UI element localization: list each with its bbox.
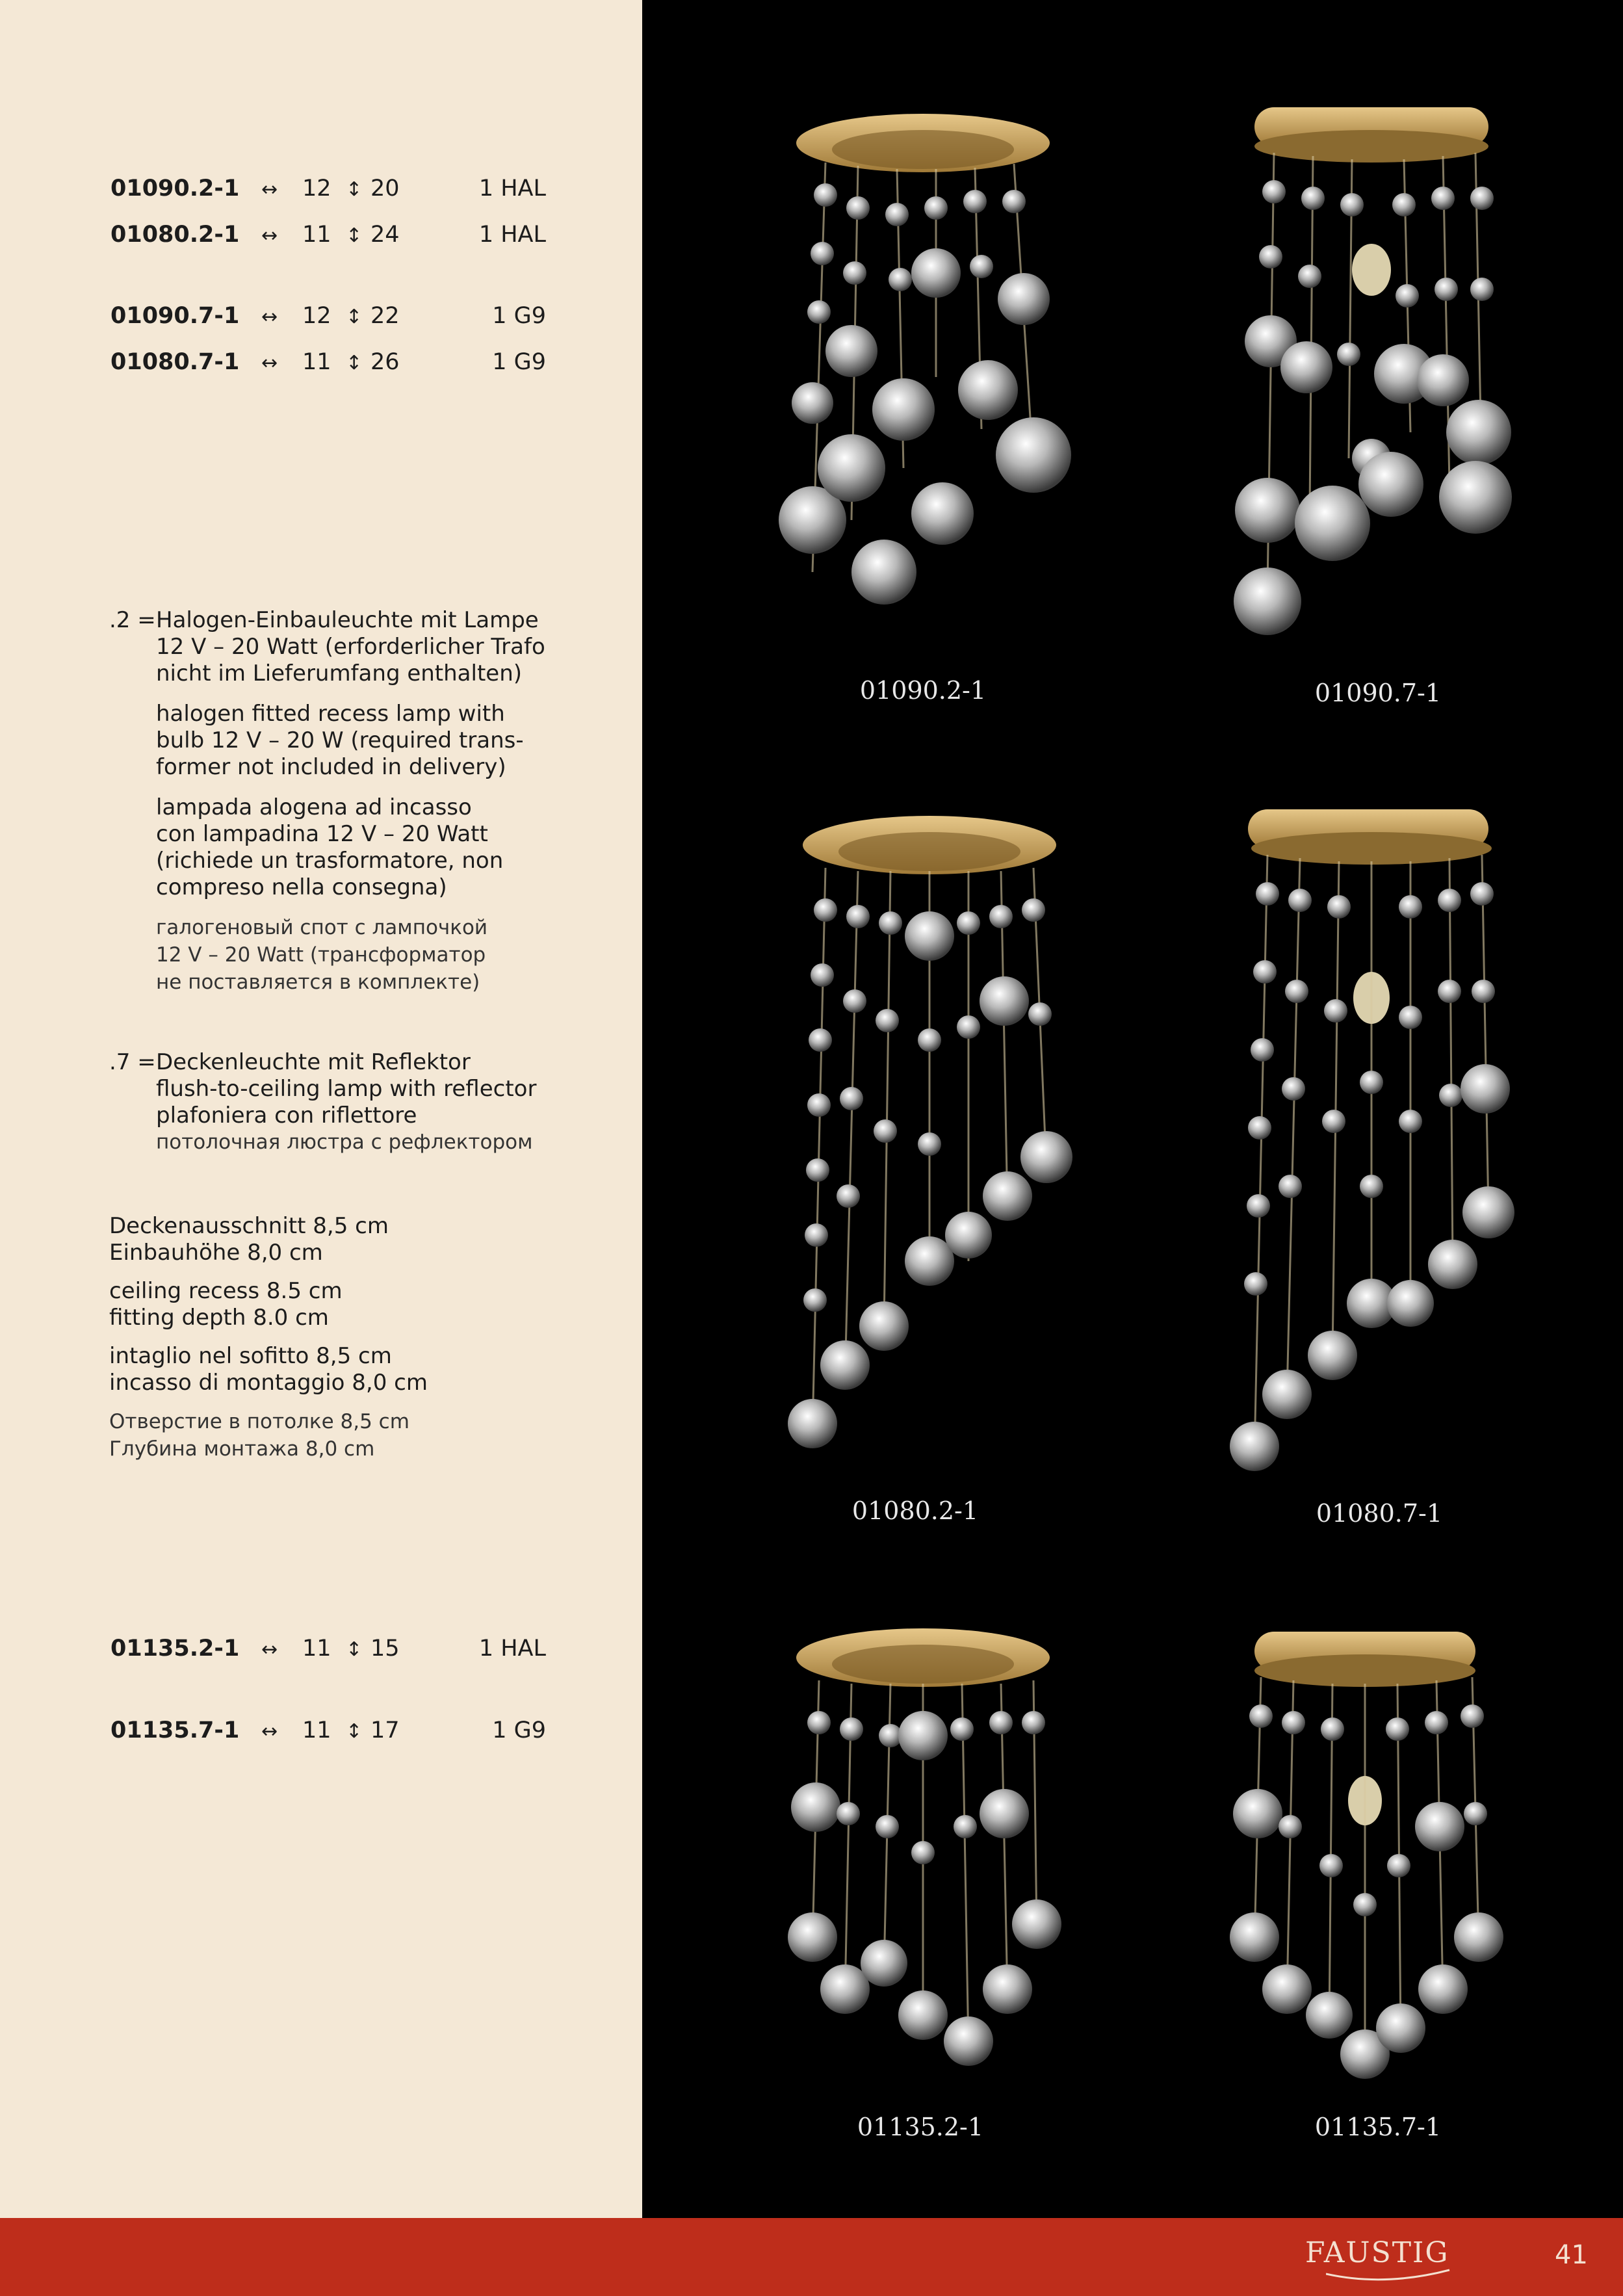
page-number: 41 (1555, 2240, 1588, 2270)
variant-7-key: .7 = (109, 1049, 156, 1075)
chandelier-photo-01090-2-1 (773, 104, 1085, 663)
spec-height: 24 (370, 222, 400, 248)
spec-width: 12 (302, 176, 331, 202)
width-arrow-icon: ↔ (261, 1638, 278, 1661)
dim-line: Deckenausschnitt 8,5 cm (109, 1213, 389, 1239)
height-arrow-icon: ↕ (346, 1720, 363, 1743)
height-arrow-icon: ↕ (346, 224, 363, 247)
product-caption: 01135.7-1 (1314, 2113, 1442, 2141)
spec-height: 17 (370, 1717, 400, 1743)
height-arrow-icon: ↕ (346, 1638, 363, 1661)
desc-line: bulb 12 V – 20 W (required trans- (156, 727, 524, 753)
dimensions-de (109, 1213, 389, 1266)
desc-line: Halogen-Einbauleuchte mit Lampe (156, 607, 539, 633)
spec-lamp: 1 G9 (492, 303, 546, 329)
dimensions-ru (109, 1408, 409, 1463)
spec-lamp: 1 HAL (478, 222, 546, 248)
desc-line: nicht im Lieferumfang enthalten) (156, 660, 523, 686)
spec-row (110, 222, 546, 254)
product-caption: 01090.2-1 (859, 676, 987, 705)
desc-line: flush-to-ceiling lamp with reflector (156, 1076, 537, 1102)
desc-line: (richiede un trasformatore, non (156, 848, 504, 874)
spec-code: 01135.2-1 (110, 1636, 240, 1662)
spec-code: 01080.2-1 (110, 222, 240, 248)
height-arrow-icon: ↕ (346, 178, 363, 201)
variant-2-key: .2 = (109, 607, 156, 633)
desc-line: compreso nella consegna) (156, 874, 447, 900)
desc-line: former not included in delivery) (156, 754, 506, 780)
brand-swoosh-icon (1326, 2269, 1456, 2284)
desc-line: 12 V – 20 Watt (трансформатор (156, 943, 486, 967)
width-arrow-icon: ↔ (261, 306, 278, 328)
spec-row (110, 349, 546, 382)
desc-line: lampada alogena ad incasso (156, 794, 472, 820)
spec-row (110, 176, 546, 208)
variant-7-desc (156, 1049, 536, 1156)
spec-code: 01080.7-1 (110, 349, 240, 375)
height-arrow-icon: ↕ (346, 352, 363, 374)
spec-lamp: 1 G9 (492, 1717, 546, 1743)
spec-code: 01090.7-1 (110, 303, 240, 329)
product-caption: 01080.7-1 (1316, 1499, 1443, 1528)
variant-2-ru (156, 914, 487, 996)
product-caption: 01135.2-1 (857, 2113, 984, 2141)
desc-line: 12 V – 20 Watt (erforderlicher Trafo (156, 634, 545, 660)
dim-line: incasso di montaggio 8,0 cm (109, 1370, 428, 1396)
desc-line: потолочная люстра с рефлектором (156, 1130, 533, 1154)
dim-line: Глубина монтажа 8,0 cm (109, 1437, 375, 1461)
spec-width: 11 (302, 349, 331, 375)
spec-code: 01090.2-1 (110, 176, 240, 202)
width-arrow-icon: ↔ (261, 224, 278, 247)
desc-line: con lampadina 12 V – 20 Watt (156, 821, 488, 847)
width-arrow-icon: ↔ (261, 178, 278, 201)
dimensions-en (109, 1278, 343, 1331)
spec-row (110, 1717, 546, 1750)
desc-line: halogen fitted recess lamp with (156, 701, 505, 727)
product-caption: 01090.7-1 (1314, 679, 1442, 707)
chandelier-photo-01090-7-1 (1215, 94, 1527, 666)
width-arrow-icon: ↔ (261, 1720, 278, 1743)
dim-line: Einbauhöhe 8,0 cm (109, 1240, 323, 1266)
variant-2-it (156, 794, 503, 901)
dim-line: Отверстие в потолке 8,5 cm (109, 1410, 409, 1433)
desc-line: галогеновый спот с лампочкой (156, 916, 488, 939)
spec-height: 22 (370, 303, 400, 329)
height-arrow-icon: ↕ (346, 306, 363, 328)
width-arrow-icon: ↔ (261, 352, 278, 374)
spec-code: 01135.7-1 (110, 1717, 240, 1743)
spec-lamp: 1 HAL (478, 1636, 546, 1662)
spec-width: 11 (302, 222, 331, 248)
dim-line: intaglio nel sofitto 8,5 cm (109, 1343, 392, 1369)
dim-line: fitting depth 8.0 cm (109, 1305, 329, 1331)
chandelier-photo-01135-7-1 (1222, 1619, 1508, 2093)
variant-2-en (156, 701, 524, 781)
variant-2-de (156, 607, 545, 687)
spec-height: 15 (370, 1636, 400, 1662)
spec-lamp: 1 G9 (492, 349, 546, 375)
desc-line: не поставляется в комплекте) (156, 971, 480, 994)
desc-line: plafoniera con riflettore (156, 1102, 417, 1128)
brand-logo: FAUSTIG (1305, 2236, 1449, 2269)
spec-width: 11 (302, 1717, 331, 1743)
chandelier-photo-01080-2-1 (773, 806, 1085, 1463)
desc-line: Deckenleuchte mit Reflektor (156, 1049, 471, 1075)
spec-row (110, 303, 546, 335)
chandelier-photo-01135-2-1 (780, 1619, 1066, 2087)
dim-line: ceiling recess 8.5 cm (109, 1278, 343, 1304)
spec-width: 11 (302, 1636, 331, 1662)
spec-height: 26 (370, 349, 400, 375)
spec-lamp: 1 HAL (478, 176, 546, 202)
spec-width: 12 (302, 303, 331, 329)
product-caption: 01080.2-1 (851, 1496, 979, 1525)
dimensions-it (109, 1343, 428, 1396)
chandelier-photo-01080-7-1 (1215, 796, 1527, 1485)
spec-row (110, 1636, 546, 1668)
spec-height: 20 (370, 176, 400, 202)
